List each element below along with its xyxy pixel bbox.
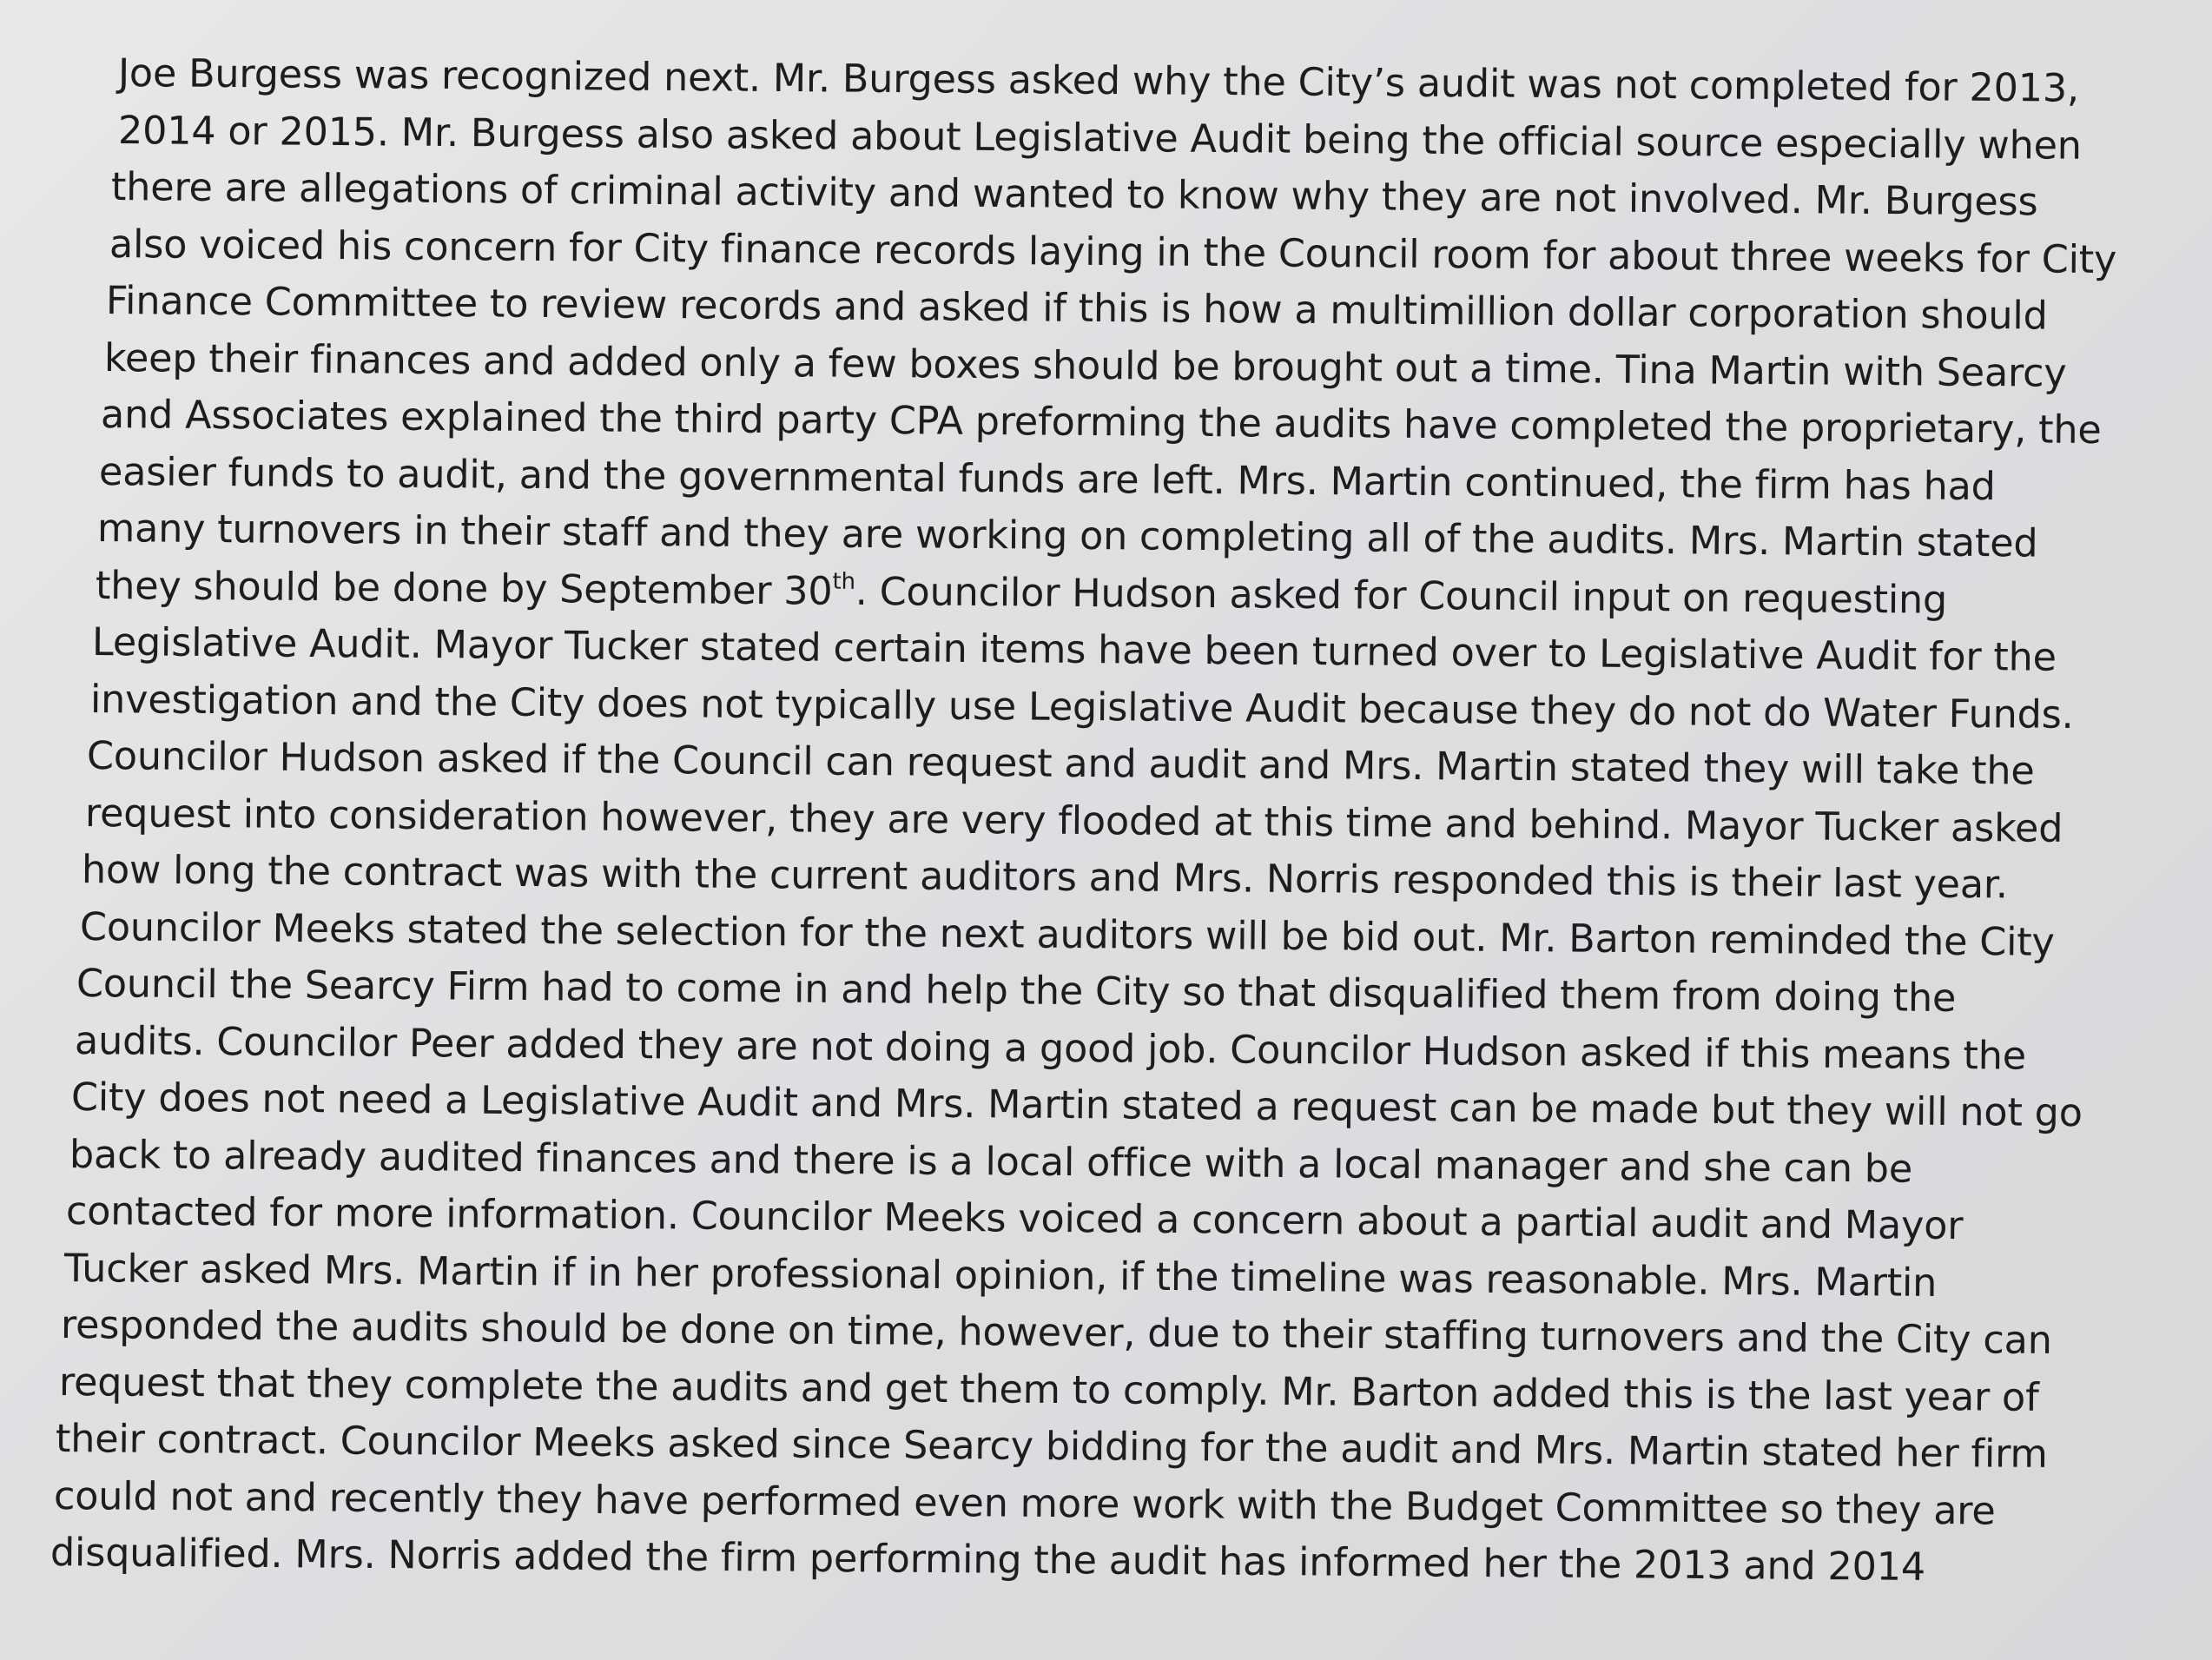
text-line: back to already audited finances and there is a local office with a local manager and she can be xyxy=(69,1132,1913,1192)
text-line: audits. Councilor Peer added they are not doing a good job. Councilor Hudson asked if this means the xyxy=(74,1018,2027,1079)
text-line: request into consideration however, they are very flooded at this time and behind. Mayor Tucker asked xyxy=(84,790,2063,851)
text-line: request that they complete the audits and get them to comply. Mr. Barton added this is the last year of xyxy=(58,1359,2039,1420)
text-line: Joe Burgess was recognized next. Mr. Burgess asked why the City’s audit was not completed for 2013, xyxy=(117,51,2080,111)
text-line: 2014 or 2015. Mr. Burgess also asked about Legislative Audit being the official source especially when xyxy=(117,108,2082,169)
text-line: how long the contract was with the current auditors and Mrs. Norris responded this is their last year. xyxy=(81,848,2009,908)
text-line: responded the audits should be done on time, however, due to their staffing turnovers and the City can xyxy=(60,1303,2052,1364)
text-line: Tucker asked Mrs. Martin if in her professional opinion, if the timeline was reasonable. Mrs. Martin xyxy=(63,1246,1938,1306)
text-line: also voiced his concern for City finance records laying in the Council room for about three weeks for City xyxy=(109,222,2117,282)
text-line: their contract. Councilor Meeks asked since Searcy bidding for the audit and Mrs. Martin stated her firm xyxy=(55,1417,2048,1478)
text-line: investigation and the City does not typically use Legislative Audit because they do not do Water Funds. xyxy=(89,677,2074,737)
text-line: there are allegations of criminal activity and wanted to know why they are not involved. Mr. Burgess xyxy=(110,165,2038,225)
text-line: easier funds to audit, and the governmental funds are left. Mrs. Martin continued, the firm has had xyxy=(98,449,1996,509)
text-line: Councilor Meeks stated the selection for the next auditors will be bid out. Mr. Barton reminded the City xyxy=(79,904,2055,965)
text-line: contacted for more information. Councilor Meeks voiced a concern about a partial audit and Mayor xyxy=(65,1189,1964,1249)
text-line: keep their finances and added only a few boxes should be brought out a time. Tina Martin with Searcy xyxy=(103,335,2067,396)
text-segment: they should be done by September 30 xyxy=(95,563,833,614)
text-line: City does not need a Legislative Audit and Mrs. Martin stated a request can be made but they will not go xyxy=(70,1075,2083,1136)
text-line: Legislative Audit. Mayor Tucker stated certain items have been turned over to Legislative Audit for the xyxy=(91,620,2057,680)
text-line: could not and recently they have performed even more work with the Budget Committee so they are xyxy=(53,1473,1996,1534)
text-line: Councilor Hudson asked if the Council can request and audit and Mrs. Martin stated they will take the xyxy=(86,734,2035,794)
ordinal-suffix: th xyxy=(832,568,855,595)
text-line: disqualified. Mrs. Norris added the firm performing the audit has informed her the 2013 and 2014 xyxy=(50,1531,1926,1590)
text-line: many turnovers in their staff and they are working on completing all of the audits. Mrs. Martin stated xyxy=(96,506,2038,566)
text-line: Council the Searcy Firm had to come in and help the City so that disqualified them from doing the xyxy=(76,962,1957,1021)
text-line: and Associates explained the third party CPA preforming the audits have completed the proprietary, the xyxy=(100,393,2102,453)
text-line: Finance Committee to review records and asked if this is how a multimillion dollar corporation should xyxy=(105,279,2048,339)
text-segment: . Councilor Hudson asked for Council input on requesting xyxy=(855,569,1948,623)
